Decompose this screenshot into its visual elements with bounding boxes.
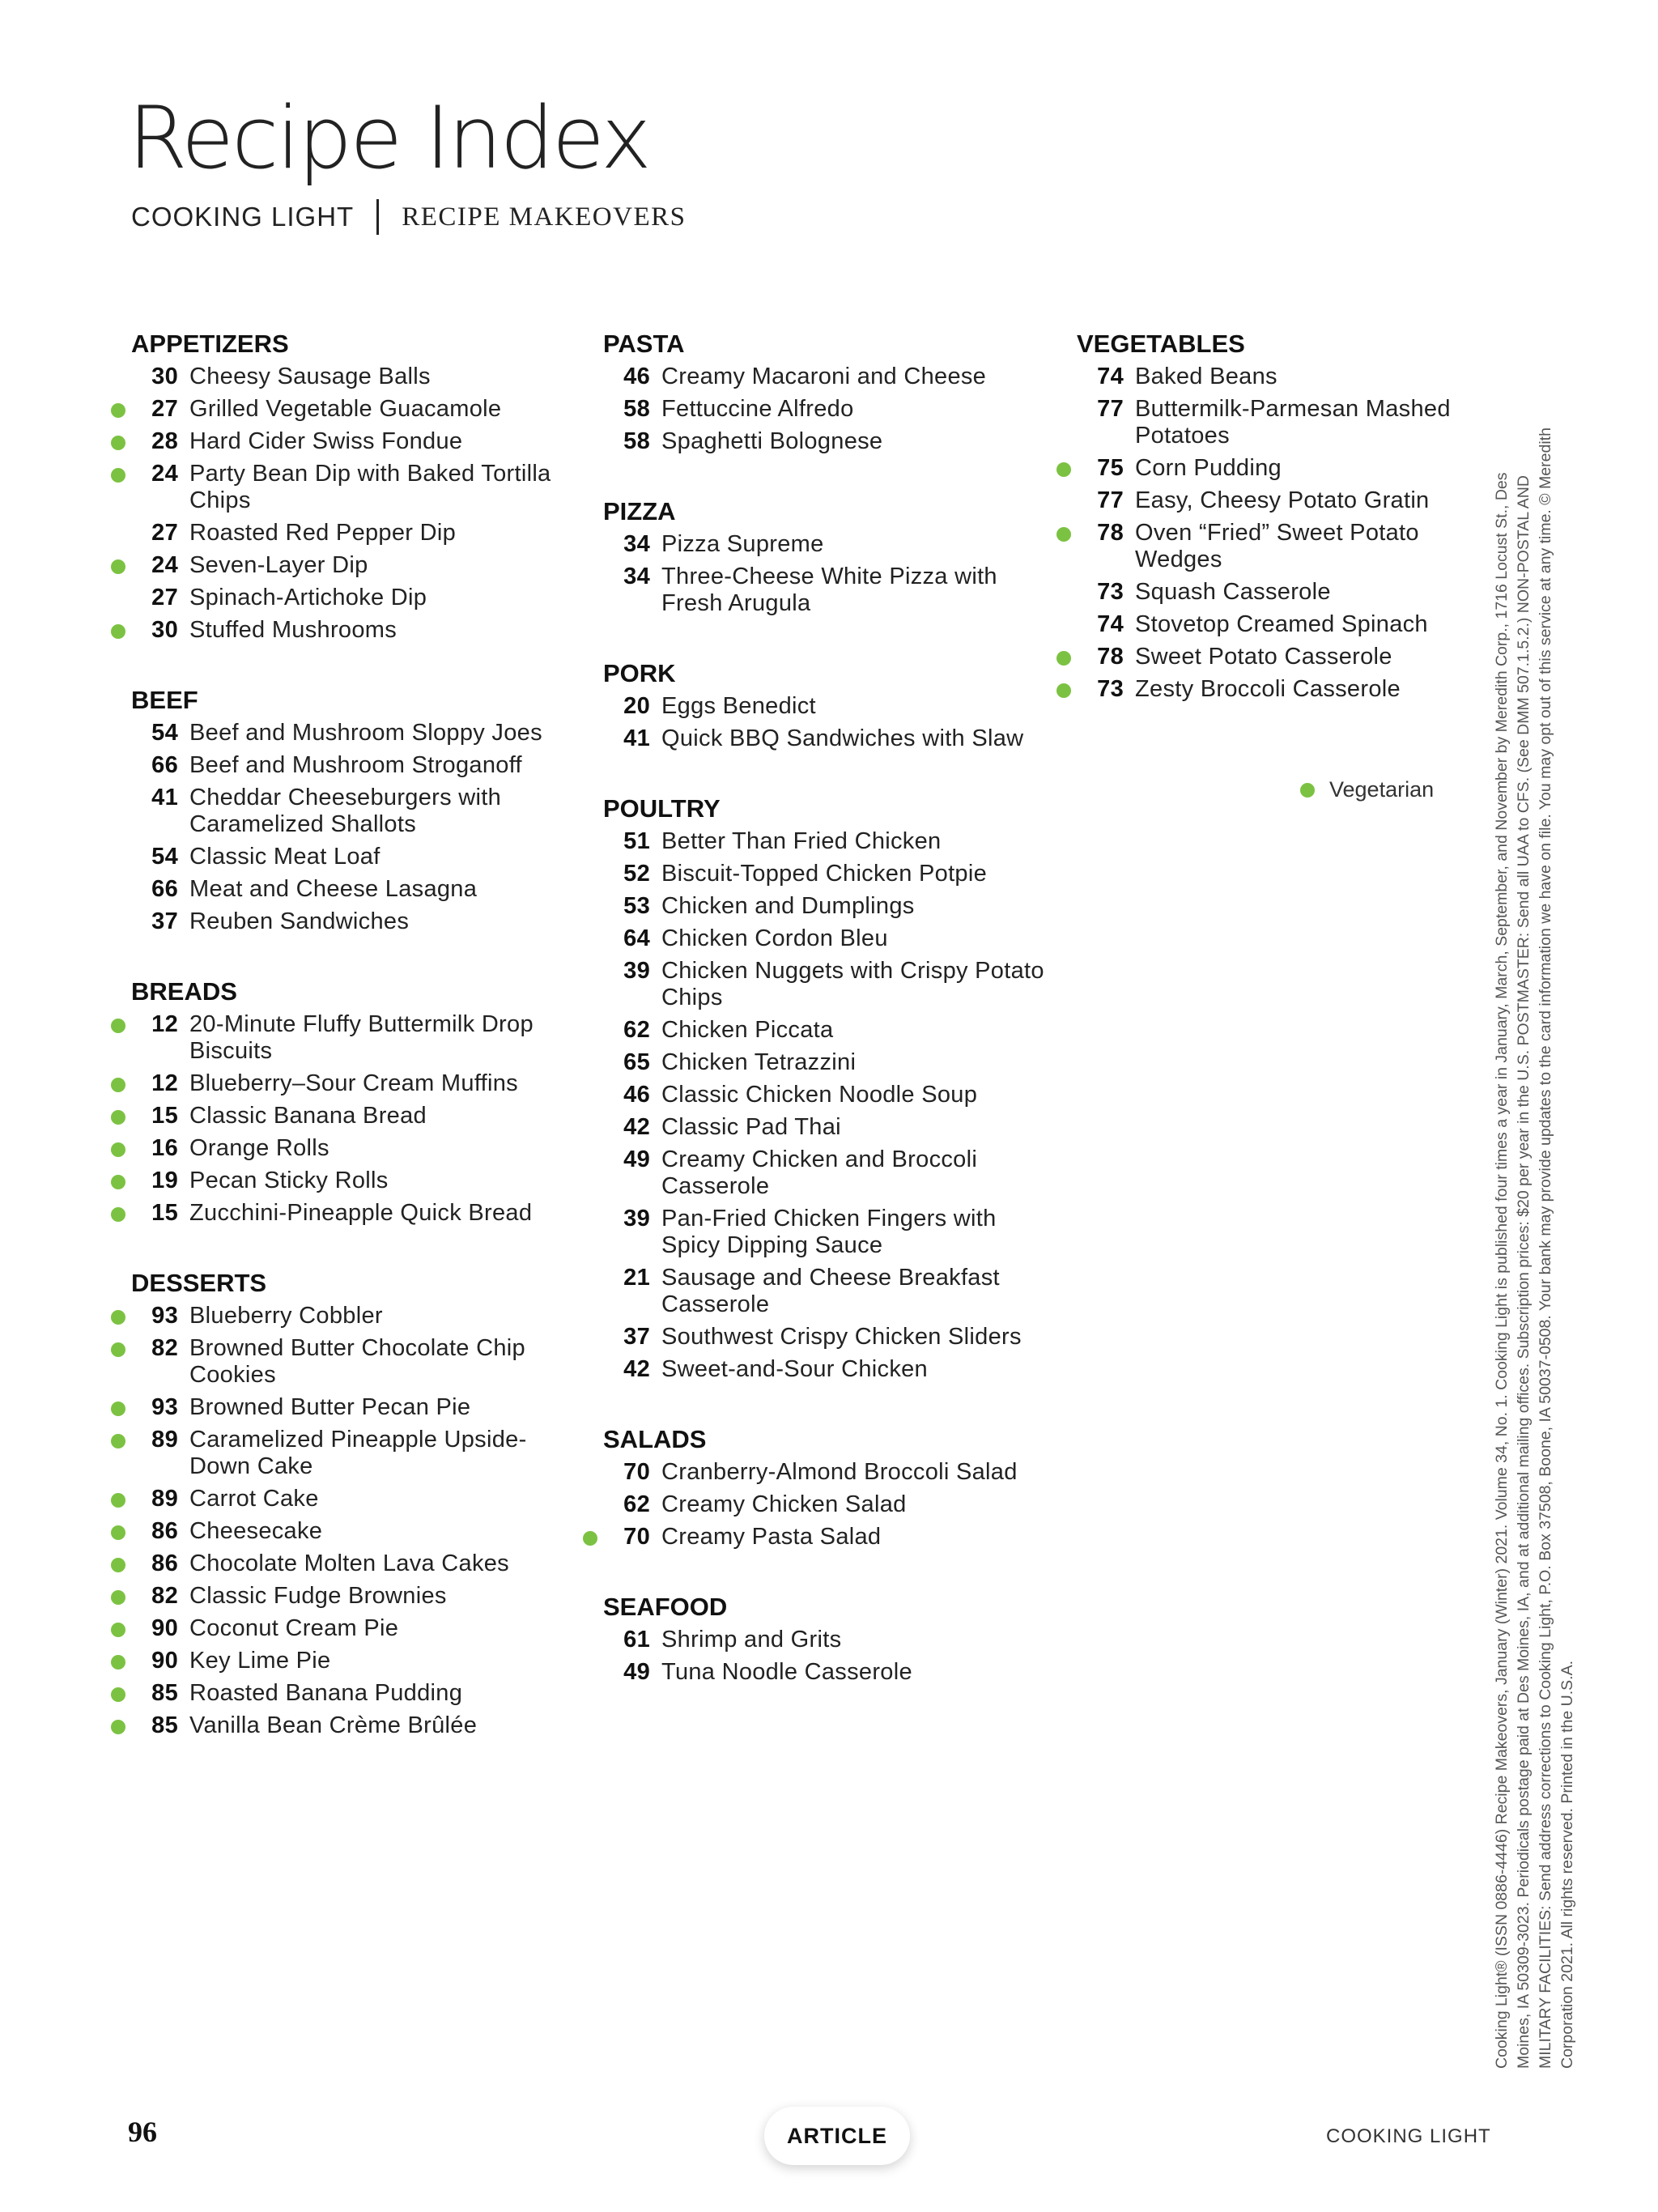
recipe-entry [131,749,585,781]
recipe-entry [131,1164,585,1197]
recipe-entry [131,1300,585,1332]
recipe-entry [131,717,585,749]
recipe-name: Spaghetti Bolognese [661,428,883,454]
section-heading: BREADS [131,977,237,1006]
recipe-name: Southwest Crispy Chicken Sliders [661,1323,1022,1350]
recipe-page-number: 61 [623,1626,650,1653]
recipe-entry [603,1143,1056,1202]
recipe-entry [131,1612,585,1644]
recipe-name: Biscuit-Topped Chicken Potpie [661,860,988,887]
recipe-entry [603,722,1056,755]
recipe-page-number: 70 [623,1458,650,1485]
recipe-page-number: 12 [151,1010,178,1037]
section-heading: BEEF [131,686,198,714]
recipe-entry [603,560,1056,619]
recipe-page-number: 49 [623,1146,650,1172]
recipe-entry [1077,517,1482,576]
divider [376,199,379,235]
vegetarian-dot-icon [111,1402,125,1416]
recipe-name: Caramelized Pineapple Upside-Down Cake [189,1426,527,1479]
recipe-entry [603,1521,1056,1553]
recipe-page-number: 73 [1097,578,1124,605]
recipe-entry [603,1202,1056,1261]
recipe-page-number: 39 [623,957,650,984]
recipe-name: Easy, Cheesy Potato Gratin [1135,487,1430,513]
page-title: Recipe Index [128,88,649,188]
section-heading: SALADS [603,1425,707,1453]
section-heading: PASTA [603,330,685,358]
recipe-name: Beef and Mushroom Sloppy Joes [189,719,542,746]
recipe-entry [603,890,1056,922]
recipe-name: Fettuccine Alfredo [661,395,854,422]
recipe-name: Tuna Noodle Casserole [661,1658,912,1685]
vegetarian-dot-icon [111,1019,125,1033]
section-heading: APPETIZERS [131,330,289,358]
recipe-name: Coconut Cream Pie [189,1614,399,1641]
recipe-name: Squash Casserole [1135,578,1331,605]
recipe-entry [131,393,585,425]
index-section [1077,328,1482,705]
vegetarian-dot-icon [1056,527,1071,542]
recipe-name: Party Bean Dip with Baked Tortilla Chips [189,460,551,513]
recipe-entry [131,1008,585,1067]
recipe-page-number: 27 [151,584,178,610]
recipe-name: Key Lime Pie [189,1647,331,1674]
recipe-page-number: 85 [151,1712,178,1738]
recipe-entry [1077,608,1482,640]
recipe-name: Chicken Nuggets with Crispy Potato Chips [661,957,1044,1010]
recipe-name: Chicken and Dumplings [661,892,915,919]
vegetarian-dot-icon [1056,651,1071,666]
recipe-name: Creamy Pasta Salad [661,1523,882,1550]
recipe-entry [131,1515,585,1547]
recipe-name: Beef and Mushroom Stroganoff [189,751,522,778]
recipe-page-number: 49 [623,1658,650,1685]
recipe-entry [131,425,585,457]
recipe-page-number: 30 [151,616,178,643]
recipe-name: Classic Chicken Noodle Soup [661,1081,978,1108]
recipe-page-number: 12 [151,1070,178,1096]
recipe-entry [603,360,1056,393]
recipe-page-number: 78 [1097,519,1124,546]
vegetarian-dot-icon [111,1525,125,1540]
recipe-page-number: 82 [151,1334,178,1361]
article-button[interactable]: ARTICLE [764,2107,910,2165]
index-section [603,1423,1056,1553]
recipe-entry [603,825,1056,857]
recipe-entry [603,690,1056,722]
recipe-entry [131,360,585,393]
recipe-entry [131,1644,585,1677]
recipe-page-number: 21 [623,1264,650,1291]
legend-label: Vegetarian [1329,777,1435,802]
recipe-page-number: 24 [151,551,178,578]
recipe-entry [603,922,1056,955]
vegetarian-dot-icon [111,624,125,639]
index-section [131,684,585,938]
recipe-entry [131,517,585,549]
page-number: 96 [128,2116,157,2148]
vegetarian-dot-icon [111,1207,125,1222]
recipe-name: Sausage and Cheese Breakfast Casserole [661,1264,1000,1317]
recipe-name: Cheesy Sausage Balls [189,363,431,389]
recipe-page-number: 15 [151,1199,178,1226]
index-section [603,496,1056,619]
recipe-name: Seven-Layer Dip [189,551,368,578]
recipe-page-number: 52 [623,860,650,887]
recipe-entry [131,1067,585,1100]
recipe-name: Chicken Tetrazzini [661,1049,857,1075]
recipe-entry [131,457,585,517]
recipe-entry [603,1261,1056,1321]
vegetarian-dot-icon [111,1687,125,1702]
recipe-name: Zucchini-Pineapple Quick Bread [189,1199,533,1226]
recipe-entry [131,1423,585,1482]
recipe-name: Chicken Cordon Bleu [661,925,888,951]
recipe-entry [131,1391,585,1423]
recipe-page-number: 86 [151,1550,178,1576]
publication-info: Cooking Light® (ISSN 0886-4446) Recipe Makeovers, January (Winter) 2021. Volume 34, No. 1. Cooking Light is published four times a year in January, March, September, and November by Meredith Corp., 1716 Locust St., Des Moines, IA 50309-3023. Periodicals postage paid at Des Moines, IA, and at additional mailing offices. Subscription prices: $20 per year in the U.S. POSTMASTER: Send all UAA to CFS. (See DMM 507.1.5.2.) NON-POSTAL AND MILITARY FACILITIES: Send address corrections to Cooking Light, P.O. Box 37508, Boone, IA 50037-0508. Your bank may provide updates to the card information we have on file. You may opt out of this service at any time. © Meredith Corporation 2021. All rights reserved. Printed in the U.S.A. [1493,428,1576,2069]
vegetarian-dot-icon [1056,462,1071,477]
recipe-page-number: 89 [151,1426,178,1453]
recipe-page-number: 77 [1097,487,1124,513]
recipe-page-number: 46 [623,363,650,389]
section-heading: DESSERTS [131,1269,267,1297]
recipe-name: Chocolate Molten Lava Cakes [189,1550,509,1576]
recipe-page-number: 70 [623,1523,650,1550]
recipe-page-number: 46 [623,1081,650,1108]
recipe-name: Blueberry–Sour Cream Muffins [189,1070,518,1096]
recipe-entry [1077,452,1482,484]
section-heading: POULTRY [603,794,721,823]
vegetarian-dot-icon [111,403,125,418]
recipe-page-number: 37 [151,908,178,934]
recipe-entry [1077,673,1482,705]
recipe-entry [603,528,1056,560]
recipe-entry [131,1482,585,1515]
recipe-page-number: 75 [1097,454,1124,481]
vegetarian-dot-icon [111,1590,125,1605]
recipe-name: Creamy Chicken Salad [661,1491,907,1517]
index-section [603,793,1056,1385]
index-section [131,328,585,646]
recipe-page-number: 27 [151,395,178,422]
recipe-entry [603,1623,1056,1656]
recipe-entry [131,905,585,938]
recipe-name: Cranberry-Almond Broccoli Salad [661,1458,1018,1485]
recipe-entry [131,581,585,614]
recipe-page-number: 19 [151,1167,178,1193]
recipe-entry [603,1656,1056,1688]
recipe-page-number: 41 [151,784,178,810]
recipe-page-number: 74 [1097,363,1124,389]
recipe-entry [131,873,585,905]
recipe-page-number: 62 [623,1491,650,1517]
vegetarian-dot-icon [111,1110,125,1125]
recipe-page-number: 66 [151,751,178,778]
recipe-page-number: 90 [151,1614,178,1641]
index-column-3 [1077,328,1482,743]
recipe-name: Zesty Broccoli Casserole [1135,675,1401,702]
vegetarian-dot-icon [1056,683,1071,698]
recipe-name: Carrot Cake [189,1485,319,1512]
recipe-page-number: 73 [1097,675,1124,702]
recipe-name: Sweet Potato Casserole [1135,643,1392,670]
vegetarian-dot-icon [111,1493,125,1508]
recipe-page-number: 34 [623,530,650,557]
vegetarian-dot-icon [111,1655,125,1670]
recipe-page-number: 53 [623,892,650,919]
recipe-entry [603,1046,1056,1078]
recipe-entry [603,425,1056,457]
recipe-name: 20-Minute Fluffy Buttermilk Drop Biscuits [189,1010,534,1064]
recipe-name: Chicken Piccata [661,1016,834,1043]
vegetarian-dot-icon [111,468,125,483]
recipe-entry [1077,640,1482,673]
recipe-page-number: 54 [151,719,178,746]
index-column-2 [603,328,1056,1726]
index-section [603,657,1056,755]
recipe-entry [131,1332,585,1391]
recipe-name: Hard Cider Swiss Fondue [189,428,463,454]
recipe-page-number: 39 [623,1205,650,1231]
vegetarian-dot-icon [111,436,125,450]
recipe-page-number: 66 [151,875,178,902]
recipe-entry [1077,393,1482,452]
recipe-page-number: 78 [1097,643,1124,670]
recipe-name: Shrimp and Grits [661,1626,842,1653]
recipe-page-number: 85 [151,1679,178,1706]
recipe-name: Stuffed Mushrooms [189,616,397,643]
recipe-name: Reuben Sandwiches [189,908,410,934]
recipe-page-number: 90 [151,1647,178,1674]
recipe-name: Classic Meat Loaf [189,843,380,870]
recipe-page-number: 86 [151,1517,178,1544]
recipe-page-number: 62 [623,1016,650,1043]
recipe-name: Classic Fudge Brownies [189,1582,447,1609]
vegetarian-dot-icon [111,1175,125,1189]
recipe-entry [1077,360,1482,393]
subtitle [131,199,686,235]
recipe-page-number: 24 [151,460,178,487]
recipe-name: Creamy Macaroni and Cheese [661,363,987,389]
index-section [131,976,585,1229]
recipe-page-number: 16 [151,1134,178,1161]
recipe-entry [603,955,1056,1014]
recipe-page-number: 15 [151,1102,178,1129]
vegetarian-dot-icon [111,559,125,574]
recipe-name: Blueberry Cobbler [189,1302,383,1329]
brand-label: COOKING LIGHT [131,202,355,232]
recipe-page-number: 41 [623,725,650,751]
vegetarian-dot-icon [111,1720,125,1734]
recipe-entry [131,1580,585,1612]
recipe-entry [131,1547,585,1580]
section-heading: PIZZA [603,497,676,525]
recipe-name: Cheddar Cheeseburgers with Caramelized Shallots [189,784,502,837]
section-heading: PORK [603,659,676,687]
recipe-name: Classic Banana Bread [189,1102,427,1129]
recipe-page-number: 42 [623,1113,650,1140]
recipe-page-number: 64 [623,925,650,951]
vegetarian-dot-icon [111,1078,125,1092]
recipe-page-number: 27 [151,519,178,546]
recipe-entry [603,1321,1056,1353]
recipe-name: Stovetop Creamed Spinach [1135,610,1428,637]
recipe-page-number: 89 [151,1485,178,1512]
recipe-entry [603,1456,1056,1488]
recipe-entry [603,857,1056,890]
vegetarian-dot-icon [111,1623,125,1637]
recipe-entry [1077,484,1482,517]
index-section [603,328,1056,457]
vegetarian-dot-icon [1300,783,1315,798]
recipe-entry [131,1197,585,1229]
recipe-name: Vanilla Bean Crème Brûlée [189,1712,478,1738]
recipe-page-number: 65 [623,1049,650,1075]
recipe-entry [603,393,1056,425]
recipe-name: Grilled Vegetable Guacamole [189,395,502,422]
recipe-name: Browned Butter Pecan Pie [189,1393,471,1420]
recipe-name: Eggs Benedict [661,692,816,719]
recipe-page-number: 58 [623,395,650,422]
recipe-name: Quick BBQ Sandwiches with Slaw [661,725,1024,751]
recipe-page-number: 93 [151,1302,178,1329]
recipe-page-number: 34 [623,563,650,589]
recipe-entry [131,1677,585,1709]
recipe-name: Spinach-Artichoke Dip [189,584,427,610]
recipe-entry [603,1014,1056,1046]
recipe-name: Pecan Sticky Rolls [189,1167,389,1193]
legend [1300,777,1434,802]
recipe-name: Baked Beans [1135,363,1278,389]
recipe-name: Pan-Fried Chicken Fingers with Spicy Dipping Sauce [661,1205,997,1258]
recipe-page-number: 74 [1097,610,1124,637]
recipe-name: Oven “Fried” Sweet Potato Wedges [1135,519,1419,572]
recipe-page-number: 58 [623,428,650,454]
recipe-entry [131,840,585,873]
recipe-entry [131,1132,585,1164]
recipe-name: Browned Butter Chocolate Chip Cookies [189,1334,525,1388]
vegetarian-dot-icon [111,1142,125,1157]
recipe-page-number: 42 [623,1355,650,1382]
footer-brand: COOKING LIGHT [1326,2125,1491,2147]
series-label: RECIPE MAKEOVERS [402,202,687,232]
recipe-page-number: 20 [623,692,650,719]
recipe-name: Sweet-and-Sour Chicken [661,1355,928,1382]
recipe-name: Roasted Red Pepper Dip [189,519,457,546]
index-column-1 [131,328,585,1780]
recipe-name: Pizza Supreme [661,530,824,557]
section-heading: SEAFOOD [603,1593,728,1621]
vegetarian-dot-icon [111,1558,125,1572]
recipe-page-number: 37 [623,1323,650,1350]
recipe-name: Meat and Cheese Lasagna [189,875,478,902]
recipe-name: Roasted Banana Pudding [189,1679,463,1706]
recipe-entry [131,549,585,581]
recipe-name: Corn Pudding [1135,454,1282,481]
index-section [131,1267,585,1742]
recipe-entry [131,1100,585,1132]
recipe-entry [603,1111,1056,1143]
recipe-page-number: 30 [151,363,178,389]
recipe-entry [1077,576,1482,608]
recipe-page-number: 54 [151,843,178,870]
recipe-page-number: 51 [623,827,650,854]
recipe-entry [603,1078,1056,1111]
recipe-entry [603,1353,1056,1385]
recipe-page-number: 93 [151,1393,178,1420]
recipe-entry [131,781,585,840]
vegetarian-dot-icon [111,1310,125,1325]
recipe-name: Creamy Chicken and Broccoli Casserole [661,1146,978,1199]
recipe-entry [603,1488,1056,1521]
recipe-name: Classic Pad Thai [661,1113,841,1140]
index-section [603,1591,1056,1688]
recipe-name: Orange Rolls [189,1134,329,1161]
recipe-page-number: 28 [151,428,178,454]
recipe-entry [131,614,585,646]
vegetarian-dot-icon [583,1531,597,1546]
recipe-name: Better Than Fried Chicken [661,827,942,854]
recipe-page-number: 77 [1097,395,1124,422]
recipe-name: Three-Cheese White Pizza with Fresh Arugula [661,563,997,616]
vegetarian-dot-icon [111,1342,125,1357]
recipe-page-number: 82 [151,1582,178,1609]
recipe-entry [131,1709,585,1742]
vegetarian-dot-icon [111,1434,125,1448]
recipe-name: Buttermilk-Parmesan Mashed Potatoes [1135,395,1451,449]
recipe-name: Cheesecake [189,1517,323,1544]
section-heading: VEGETABLES [1077,330,1245,358]
